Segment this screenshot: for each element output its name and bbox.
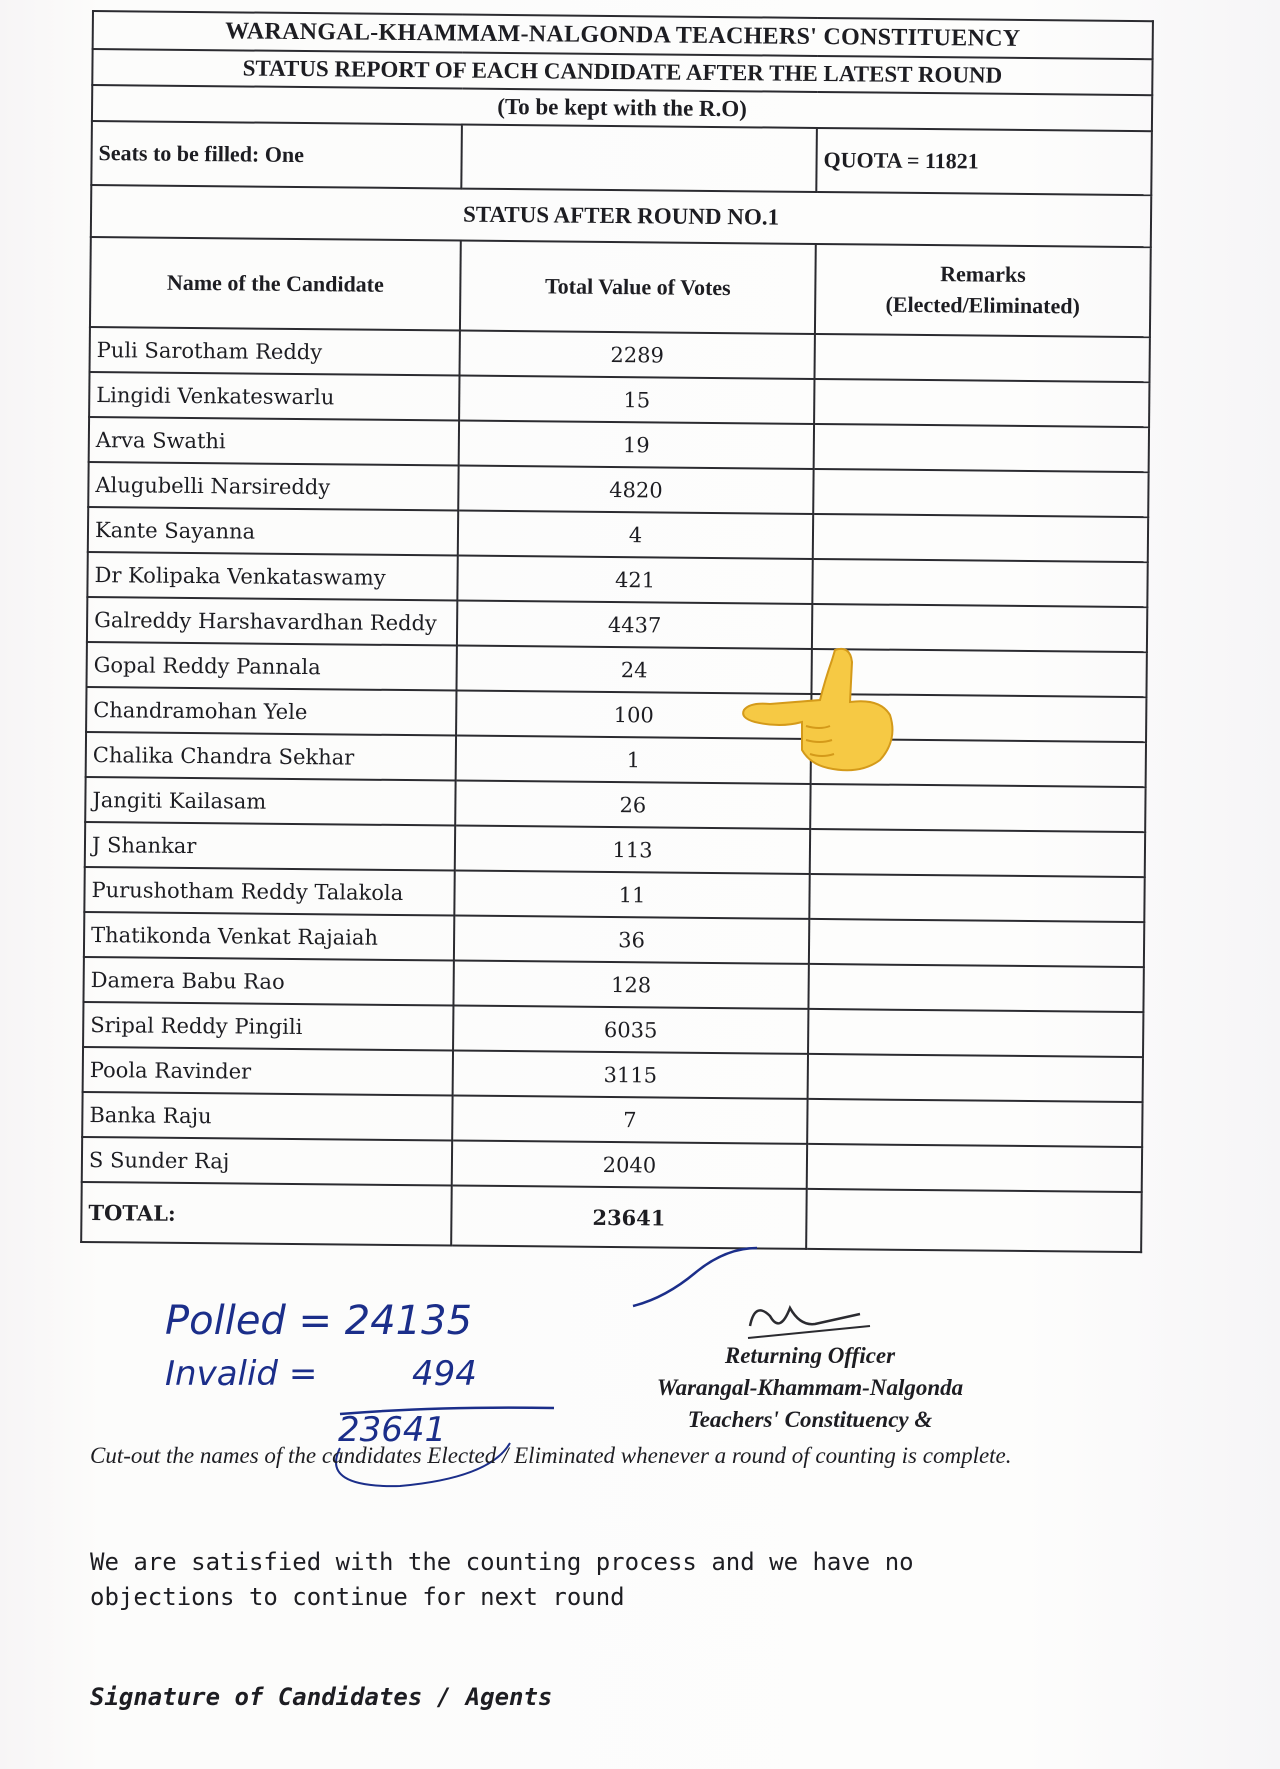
candidate-name: J Shankar: [85, 822, 455, 871]
candidate-remarks: [810, 784, 1145, 832]
candidate-remarks: [807, 1099, 1142, 1147]
handwritten-invalid-label: Invalid =: [165, 1354, 318, 1394]
candidate-name: Chandramohan Yele: [86, 687, 456, 736]
candidate-votes: 2040: [452, 1141, 807, 1189]
candidate-remarks: [808, 1009, 1143, 1057]
candidate-remarks: [813, 514, 1148, 562]
candidate-votes: 4: [458, 511, 813, 559]
col-header-votes: Total Value of Votes: [460, 241, 816, 334]
candidate-name: Purushotham Reddy Talakola: [84, 867, 454, 916]
returning-officer-block: [600, 1340, 1020, 1436]
candidate-name: Chalika Chandra Sekhar: [86, 732, 456, 781]
candidate-remarks: [808, 1054, 1143, 1102]
candidate-name: Jangiti Kailasam: [85, 777, 455, 826]
status-table: [80, 10, 1154, 1253]
handwritten-polled: Polled = 24135: [165, 1298, 473, 1344]
round-status: STATUS AFTER ROUND NO.1: [91, 185, 1151, 247]
candidate-remarks: [809, 919, 1144, 967]
handwritten-net-total: 23641: [338, 1410, 447, 1450]
candidate-votes: 100: [456, 691, 811, 739]
candidate-name: Damera Babu Rao: [83, 957, 453, 1006]
status-report: [80, 10, 1152, 1253]
candidate-name: Sripal Reddy Pingili: [83, 1002, 453, 1051]
candidate-votes: 128: [453, 961, 808, 1009]
officer-signature: [740, 1296, 880, 1346]
candidate-votes: 19: [459, 421, 814, 469]
candidate-remarks: [812, 559, 1147, 607]
candidate-votes: 3115: [453, 1051, 808, 1099]
candidate-votes: 4437: [457, 601, 812, 649]
candidate-name: Gopal Reddy Pannala: [87, 642, 457, 691]
cutout-note: Cut-out the names of the candidates Elected / Eliminated whenever a round of counting is complete.: [90, 1443, 1012, 1468]
total-label: TOTAL:: [81, 1182, 452, 1246]
report-subtitle: STATUS REPORT OF EACH CANDIDATE AFTER THE LATEST ROUND: [92, 49, 1152, 95]
candidate-name: Kante Sayanna: [88, 507, 458, 556]
candidate-name: Poola Ravinder: [83, 1047, 453, 1096]
candidate-votes: 4820: [458, 466, 813, 514]
blank-cell: [461, 125, 817, 192]
candidate-name: S Sunder Raj: [82, 1137, 452, 1186]
returning-officer-constituency: Warangal-Khammam-Nalgonda: [656, 1375, 964, 1400]
candidate-name: Alugubelli Narsireddy: [88, 462, 458, 511]
candidate-remarks: [810, 829, 1145, 877]
candidate-name: Lingidi Venkateswarlu: [89, 372, 459, 421]
candidate-remarks: [807, 1144, 1142, 1192]
candidate-votes: 15: [459, 376, 814, 424]
handwritten-invalid-value: 494: [412, 1354, 477, 1394]
candidate-votes: 6035: [453, 1006, 808, 1054]
pointing-hand-icon: [740, 640, 900, 775]
agents-statement: We are satisfied with the counting process and we have no objections to continue for next round: [90, 1548, 914, 1611]
total-row: [81, 1182, 1142, 1252]
candidate-votes: 26: [455, 781, 810, 829]
candidate-remarks: [814, 379, 1149, 427]
returning-officer-line3: Teachers' Constituency &: [687, 1407, 933, 1432]
candidate-name: Galreddy Harshavardhan Reddy: [87, 597, 457, 646]
candidate-remarks: [808, 964, 1143, 1012]
returning-officer-title: Returning Officer: [724, 1343, 896, 1368]
candidate-name: Banka Raju: [82, 1092, 452, 1141]
report-title: WARANGAL-KHAMMAM-NALGONDA TEACHERS' CONSTITUENCY: [93, 11, 1153, 59]
candidate-votes: 2289: [460, 331, 815, 379]
candidate-remarks: [809, 874, 1144, 922]
candidate-remarks: [814, 334, 1149, 382]
candidate-name: Puli Sarotham Reddy: [90, 327, 460, 376]
signature-caption: Signature of Candidates / Agents: [90, 1683, 553, 1711]
candidate-remarks: [813, 469, 1148, 517]
candidate-votes: 113: [455, 826, 810, 874]
candidate-votes: 1: [456, 736, 811, 784]
total-remarks: [806, 1189, 1142, 1252]
candidate-votes: 36: [454, 916, 809, 964]
candidate-name: Dr Kolipaka Venkataswamy: [87, 552, 457, 601]
candidate-votes: 24: [456, 646, 811, 694]
candidate-votes: 7: [452, 1096, 807, 1144]
candidate-remarks: [814, 424, 1149, 472]
candidate-name: Thatikonda Venkat Rajaiah: [84, 912, 454, 961]
col-header-remarks: [815, 244, 1151, 337]
quota: QUOTA = 11821: [816, 128, 1152, 195]
remarks-sublabel: (Elected/Eliminated): [885, 291, 1080, 319]
candidate-name: Arva Swathi: [89, 417, 459, 466]
candidate-votes: 421: [457, 556, 812, 604]
col-header-name: Name of the Candidate: [90, 237, 461, 331]
report-note: (To be kept with the R.O): [92, 85, 1152, 131]
candidate-votes: 11: [454, 871, 809, 919]
total-votes: 23641: [451, 1186, 807, 1249]
seats-to-fill: Seats to be filled: One: [91, 121, 462, 189]
remarks-label: Remarks: [940, 261, 1026, 288]
